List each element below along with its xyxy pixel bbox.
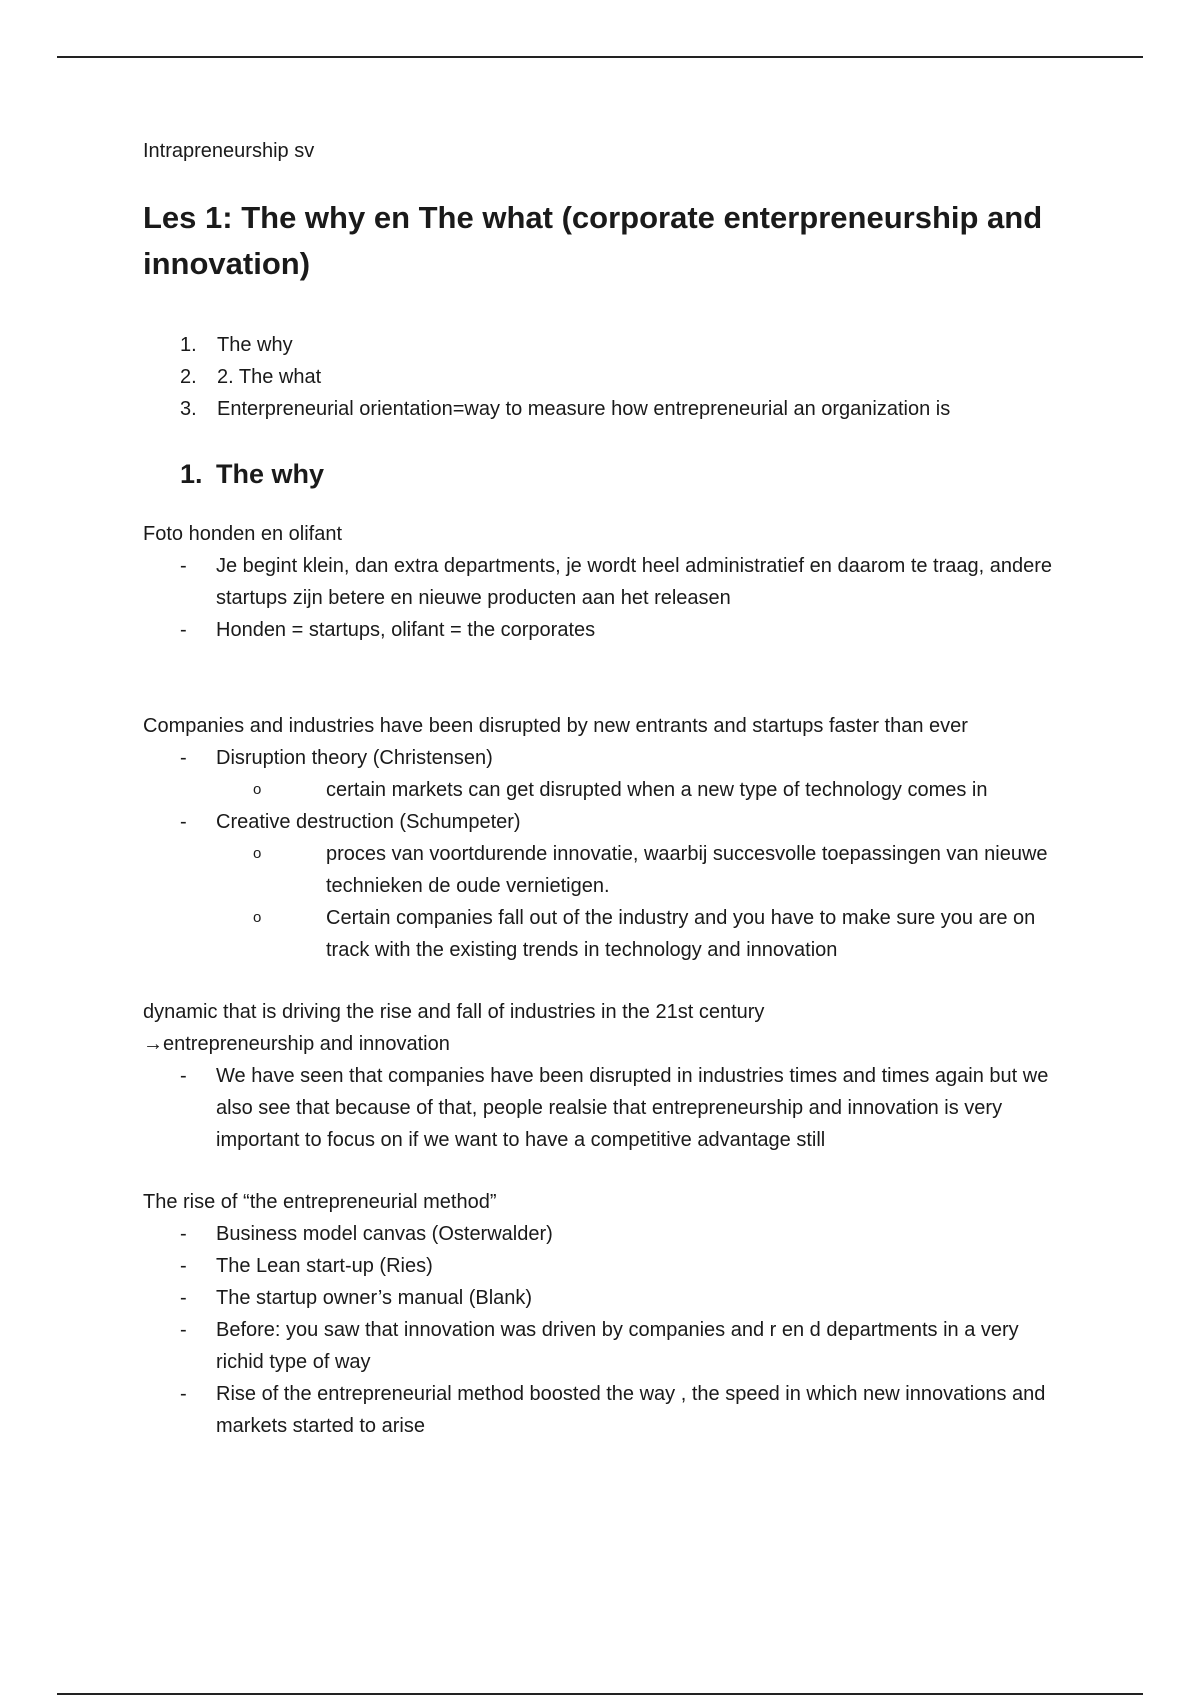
document-page	[143, 140, 1063, 1442]
section-heading-why: 1. The why	[180, 459, 325, 489]
table-of-contents	[143, 329, 1063, 425]
list-item: - The startup owner’s manual (Blank)	[180, 1287, 533, 1309]
rise-bullets	[143, 1218, 1063, 1442]
paragraph-dynamic-arrow: →entrepreneurship and innovation	[143, 1033, 450, 1055]
sub-list-item: o certain markets can get disrupted when a new type of technology comes in	[253, 779, 988, 801]
list-item: - The Lean start-up (Ries)	[180, 1255, 433, 1277]
list-item: - Before: you saw that innovation was driven by companies and r en d departments in a very richid type of way	[180, 1319, 1019, 1373]
bottom-rule	[57, 1693, 1143, 1695]
list-item: - Disruption theory (Christensen)	[180, 747, 493, 769]
destruction-bullets	[143, 806, 1063, 838]
destruction-subbullets	[143, 838, 1063, 966]
list-item: - Business model canvas (Osterwalder)	[180, 1223, 553, 1245]
list-item: - Rise of the entrepreneurial method boosted the way , the speed in which new innovations and markets started to arise	[180, 1383, 1046, 1437]
dynamic-bullets	[143, 1060, 1063, 1156]
paragraph-rise: The rise of “the entrepreneurial method”	[143, 1191, 497, 1213]
toc-item: 1. The why	[180, 334, 293, 356]
toc-item: 3. Enterpreneurial orientation=way to measure how entrepreneurial an organization is	[180, 398, 951, 420]
document-header-title: Intrapreneurship sv	[143, 140, 315, 162]
photo-bullets	[143, 550, 1063, 646]
lesson-title: Les 1: The why en The what (corporate enterpreneurship and innovation)	[143, 200, 1043, 281]
paragraph-disruption: Companies and industries have been disrupted by new entrants and startups faster than ever	[143, 715, 968, 737]
sub-list-item: o proces van voortdurende innovatie, waarbij succesvolle toepassingen van nieuwe technieken de oude vernietigen.	[253, 843, 1048, 897]
toc-item: 2. 2. The what	[180, 366, 322, 388]
sub-list-item: o Certain companies fall out of the industry and you have to make sure you are on track with the existing trends in technology and innovation	[253, 907, 1036, 961]
top-rule	[57, 56, 1143, 58]
list-item: - We have seen that companies have been disrupted in industries times and times again but we also see that because of that, people realsie that entrepreneurship and innovation is very important to focus on if we want to have a competitive advantage still	[180, 1065, 1049, 1151]
disruption-bullets	[143, 742, 1063, 774]
list-item: - Honden = startups, olifant = the corporates	[180, 619, 596, 641]
disruption-subbullets	[143, 774, 1063, 806]
paragraph-dynamic: dynamic that is driving the rise and fall of industries in the 21st century	[143, 1001, 765, 1023]
list-item: - Creative destruction (Schumpeter)	[180, 811, 521, 833]
list-item: - Je begint klein, dan extra departments, je wordt heel administratief en daarom te traag, andere startups zijn betere en nieuwe producten aan het releasen	[180, 555, 1053, 609]
paragraph-photo: Foto honden en olifant	[143, 523, 343, 545]
